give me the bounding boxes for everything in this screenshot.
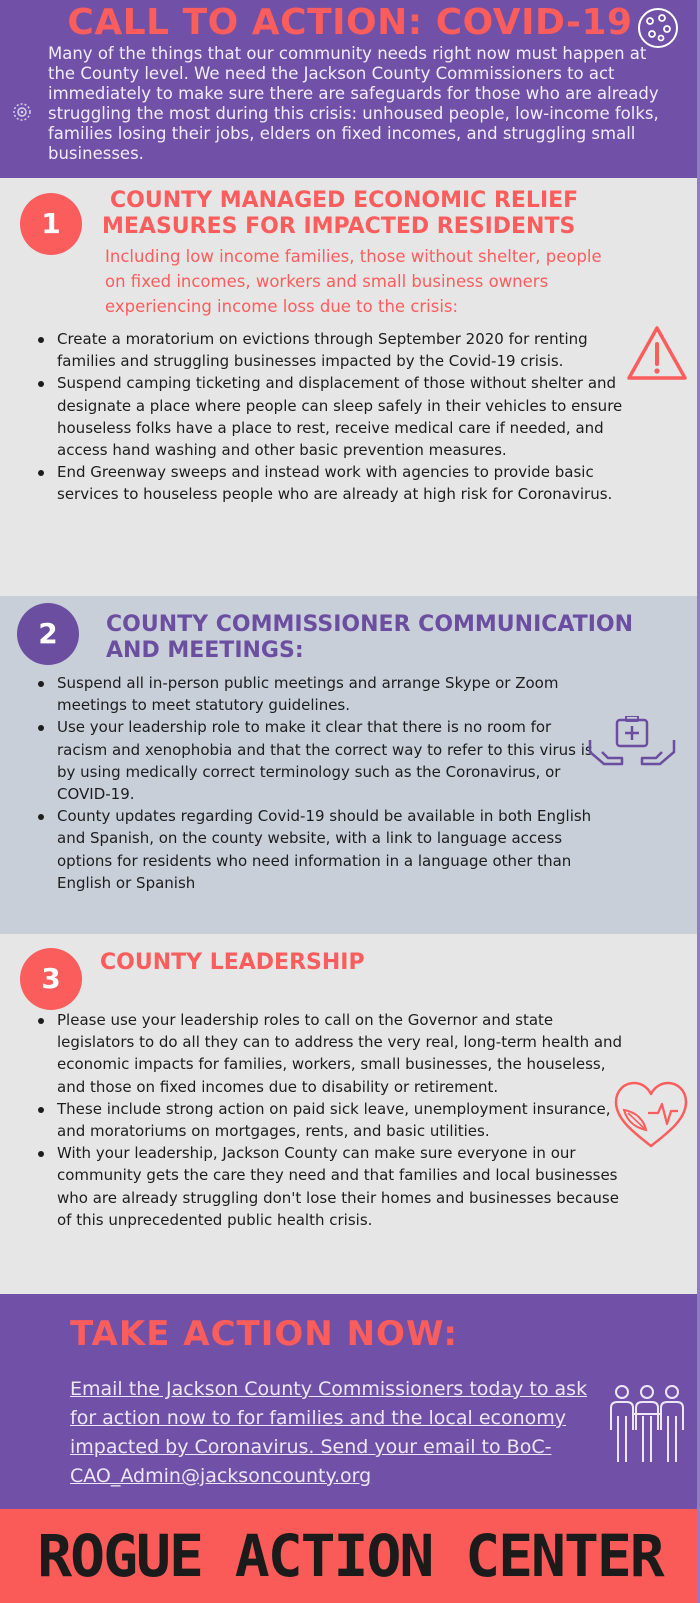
bullet-list bbox=[38, 1009, 628, 1231]
list-item: Suspend camping ticketing and displacement of those without shelter and designate a place where people can sleep safely in their vehicles to ensure houseless folks have a place to rest, receive medical care if needed, and access hand washing and other basic prevention measures. bbox=[38, 372, 624, 461]
organization-name: ROGUE ACTION CENTER bbox=[37, 1522, 663, 1590]
section-economic-relief bbox=[0, 178, 700, 596]
section-number-badge: 2 bbox=[17, 603, 79, 665]
email-commissioners-link[interactable]: Email the Jackson County Commissioners today to ask for action now to for families and the local economy impacted by Coronavirus. Send your email to BoC-CAO_Admin@jacksoncounty.org bbox=[70, 1378, 588, 1487]
list-item: Create a moratorium on evictions through September 2020 for renting families and struggling businesses impacted by the Covid-19 crisis. bbox=[38, 328, 624, 372]
section-heading-line: AND MEETINGS: bbox=[106, 638, 304, 663]
section-heading bbox=[102, 188, 628, 240]
section-heading-line: COUNTY COMMISSIONER COMMUNICATION bbox=[106, 612, 634, 637]
small-virus-icon bbox=[10, 100, 34, 124]
bullet-list bbox=[38, 328, 624, 506]
section-heading-line: COUNTY LEADERSHIP bbox=[100, 950, 365, 975]
footer-banner bbox=[0, 1509, 700, 1603]
heart-health-icon bbox=[612, 1080, 690, 1152]
section-heading bbox=[100, 950, 500, 976]
list-item: Suspend all in-person public meetings and arrange Skype or Zoom meetings to meet statutory guidelines. bbox=[38, 672, 598, 716]
virus-icon bbox=[636, 6, 680, 50]
list-item: End Greenway sweeps and instead work with agencies to provide basic services to houseless people who are already at high risk for Coronavirus. bbox=[38, 461, 624, 505]
section-heading-line: MEASURES FOR IMPACTED RESIDENTS bbox=[102, 214, 576, 239]
list-item: County updates regarding Covid-19 should be available in both English and Spanish, on the county website, with a link to language access options for residents who need information in a language other than English or Spanish bbox=[38, 805, 598, 894]
section-number-badge: 1 bbox=[20, 193, 82, 255]
medical-kit-icon bbox=[588, 716, 676, 772]
page-title: CALL TO ACTION: COVID-19 bbox=[67, 2, 633, 43]
section-heading bbox=[106, 612, 666, 664]
section-communication-meetings bbox=[0, 596, 700, 934]
intro-paragraph: Many of the things that our community needs right now must happen at the County level. We need the Jackson County Commissioners to act immediately to make sure there are safeguards for those who are already struggling the most during this crisis: unhoused people, low-income folks, families losing their jobs, elders on fixed incomes, and struggling small businesses. bbox=[48, 44, 659, 163]
bullet-list bbox=[38, 672, 598, 894]
section-heading-line: COUNTY MANAGED ECONOMIC RELIEF bbox=[110, 188, 579, 213]
list-item: Use your leadership role to make it clear that there is no room for racism and xenophobia and that the correct way to refer to this virus is by using medically correct terminology such as the Coronavirus, or COVID-19. bbox=[38, 716, 598, 805]
list-item: Please use your leadership roles to call on the Governor and state legislators to do all they can to address the very real, long-term health and economic impacts for families, workers, small businesses, the houseless, and those on fixed incomes due to disability or retirement. bbox=[38, 1009, 628, 1098]
section-number-badge: 3 bbox=[20, 948, 82, 1010]
header-banner bbox=[0, 0, 700, 178]
warning-icon bbox=[625, 324, 689, 384]
list-item: These include strong action on paid sick leave, unemployment insurance, and moratoriums on mortgages, rents, and basic utilities. bbox=[38, 1098, 628, 1142]
people-group-icon bbox=[608, 1384, 686, 1464]
take-action-title: TAKE ACTION NOW: bbox=[70, 1314, 458, 1354]
take-action-section bbox=[0, 1294, 700, 1509]
section-subheading: Including low income families, those without shelter, people on fixed incomes, workers and small business owners experiencing income loss due to the crisis: bbox=[105, 247, 602, 316]
list-item: With your leadership, Jackson County can make sure everyone in our community gets the care they need and that families and local businesses who are already struggling don't lose their homes and businesses because of this unprecedented public health crisis. bbox=[38, 1142, 628, 1231]
section-county-leadership bbox=[0, 934, 700, 1294]
